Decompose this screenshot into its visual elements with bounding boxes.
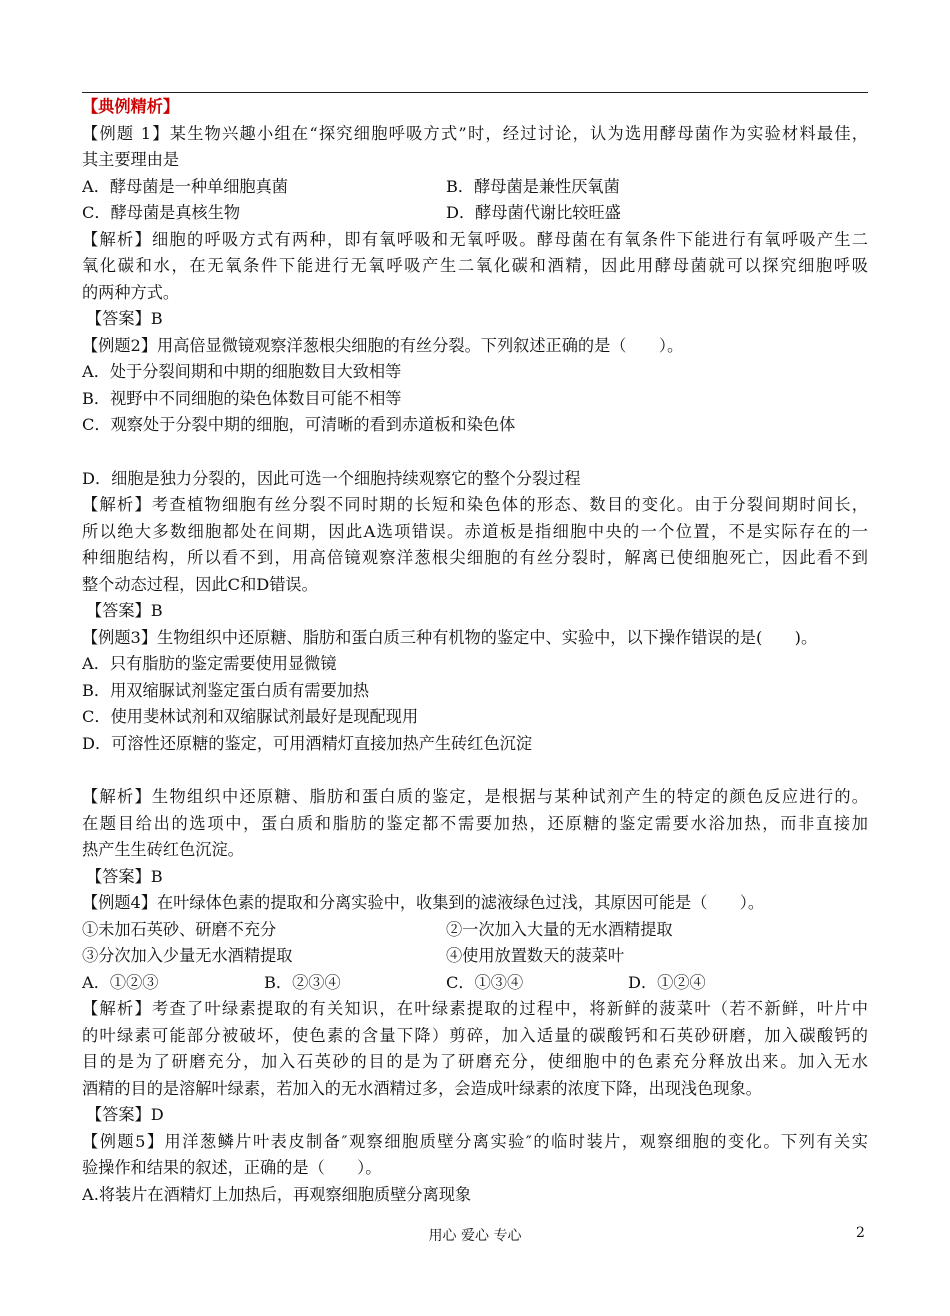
q1-analysis-line: 氧化碳和水，在无氧条件下能进行无氧呼吸产生二氧化碳和酒精，因此用酵母菌就可以探究细胞呼吸: [82, 256, 868, 275]
q1-stem-line: 其主要理由是: [82, 150, 180, 169]
q2-option-b: B．视野中不同细胞的染色体数目可能不相等: [82, 388, 402, 408]
q2-analysis-line: 【解析】考查植物细胞有丝分裂不同时期的长短和染色体的形态、数目的变化。由于分裂间期时间长，: [82, 495, 868, 514]
q3-answer: 【答案】B: [86, 866, 163, 886]
q5-stem-line: 【例题5】用洋葱鳞片叶表皮制备″观察细胞质壁分离实验″的临时装片，观察细胞的变化。下列有关实: [82, 1131, 868, 1151]
q4-answer: 【答案】D: [86, 1105, 164, 1124]
page-content: [82, 94, 868, 1208]
header-rule: [82, 92, 868, 93]
q4-stem: 【例题4】在叶绿体色素的提取和分离实验中，收集到的滤液绿色过浅，其原因可能是（ ）。: [82, 893, 765, 912]
q5-option-a: A.将装片在酒精灯上加热后，再观察细胞质壁分离现象: [82, 1184, 472, 1204]
q3-stem: 【例题3】生物组织中还原糖、脂肪和蛋白质三种有机物的鉴定中、实验中，以下操作错误的是( )。: [82, 627, 818, 647]
section-title: 【典例精析】: [82, 97, 180, 116]
page-number: 2: [856, 1225, 865, 1241]
q1-option-row: [82, 200, 868, 227]
q1-stem-line: 【例题 1】某生物兴趣小组在“探究细胞呼吸方式”时，经过讨论，认为选用酵母菌作为实验材料最佳，: [82, 123, 868, 143]
q1-option-c: C．酵母菌是真核生物: [82, 203, 241, 222]
q1-answer: 【答案】B: [86, 309, 163, 328]
q2-analysis-line: 种细胞结构，所以看不到，用高倍镜观察洋葱根尖细胞的有丝分裂时，解离已使细胞死亡，因此看不到: [82, 548, 868, 567]
q2-answer: 【答案】B: [86, 601, 163, 620]
q4-option-d: D．①②④: [628, 972, 706, 992]
q1-analysis-line: 【解析】细胞的呼吸方式有两种，即有氧呼吸和无氧呼吸。酵母菌在有氧条件下能进行有氧呼吸产生二: [82, 229, 868, 249]
q2-option-c: C．观察处于分裂中期的细胞，可清晰的看到赤道板和染色体: [82, 415, 516, 434]
q4-item-1: ①未加石英砂、研磨不充分: [82, 919, 277, 939]
q3-analysis-line: 【解析】生物组织中还原糖、脂肪和蛋白质的鉴定，是根据与某种试剂产生的特定的颜色反应进行的。: [82, 787, 868, 806]
q3-option-b: B．用双缩脲试剂鉴定蛋白质有需要加热: [82, 680, 370, 700]
q4-option-b: B．②③④: [264, 972, 341, 992]
q4-analysis-line: 目的是为了研磨充分，加入石英砂的目的是为了研磨充分，使细胞中的色素充分释放出来。加入无水: [82, 1052, 868, 1071]
footer-slogan: 用心 爱心 专心: [428, 1228, 522, 1244]
q2-stem: 【例题2】用高倍显微镜观察洋葱根尖细胞的有丝分裂。下列叙述正确的是（ ）。: [82, 335, 684, 355]
q4-item-3: ③分次加入少量无水酒精提取: [82, 946, 293, 965]
q4-item-2: ②一次加入大量的无水酒精提取: [446, 919, 673, 939]
q2-analysis-line: 整个动态过程，因此C和D错误。: [82, 574, 318, 594]
q4-option-row: [82, 970, 868, 997]
q2-analysis-line: 所以绝大多数细胞都处在间期，因此A选项错误。赤道板是指细胞中央的一个位置，不是实际存在的一: [82, 521, 868, 541]
q1-option-d: D．酵母菌代谢比较旺盛: [446, 203, 621, 222]
q4-analysis-line: 酒精的目的是溶解叶绿素，若加入的无水酒精过多，会造成叶绿素的浓度下降，出现浅色现象。: [82, 1078, 762, 1098]
q4-analysis-line: 【解析】考查了叶绿素提取的有关知识，在叶绿素提取的过程中，将新鲜的菠菜叶（若不新鲜，叶片中: [82, 999, 868, 1018]
q2-option-d: D．细胞是独力分裂的，因此可选一个细胞持续观察它的整个分裂过程: [82, 468, 581, 488]
spacer: [82, 757, 868, 784]
q3-option-c: C．使用斐林试剂和双缩脲试剂最好是现配现用: [82, 707, 419, 726]
spacer: [82, 439, 868, 466]
q3-analysis-line: 在题目给出的选项中，蛋白质和脂肪的鉴定都不需要加热，还原糖的鉴定需要水浴加热，而非直接加: [82, 813, 868, 833]
q4-option-c: C．①③④: [446, 972, 524, 992]
q2-option-a: A．处于分裂间期和中期的细胞数目大致相等: [82, 362, 402, 381]
q3-option-d: D．可溶性还原糖的鉴定，可用酒精灯直接加热产生砖红色沉淀: [82, 733, 533, 753]
q1-analysis-line: 的两种方式。: [82, 282, 180, 302]
q3-analysis-line: 热产生生砖红色沉淀。: [82, 840, 244, 859]
q4-item-row: [82, 943, 868, 970]
q4-analysis-line: 的叶绿素可能部分被破坏，使色素的含量下降）剪碎，加入适量的碳酸钙和石英砂研磨，加入碳酸钙的: [82, 1025, 868, 1045]
q1-option-b: B．酵母菌是兼性厌氧菌: [446, 176, 620, 196]
q4-option-a: A．①②③: [82, 972, 159, 992]
q4-item-row: [82, 917, 868, 944]
q4-item-4: ④使用放置数天的菠菜叶: [446, 946, 625, 965]
q1-option-a: A．酵母菌是一种单细胞真菌: [82, 176, 288, 196]
q5-stem-line: 验操作和结果的叙述，正确的是（ ）。: [82, 1158, 382, 1177]
q1-option-row: [82, 174, 868, 201]
q3-option-a: A．只有脂肪的鉴定需要使用显微镜: [82, 654, 337, 673]
